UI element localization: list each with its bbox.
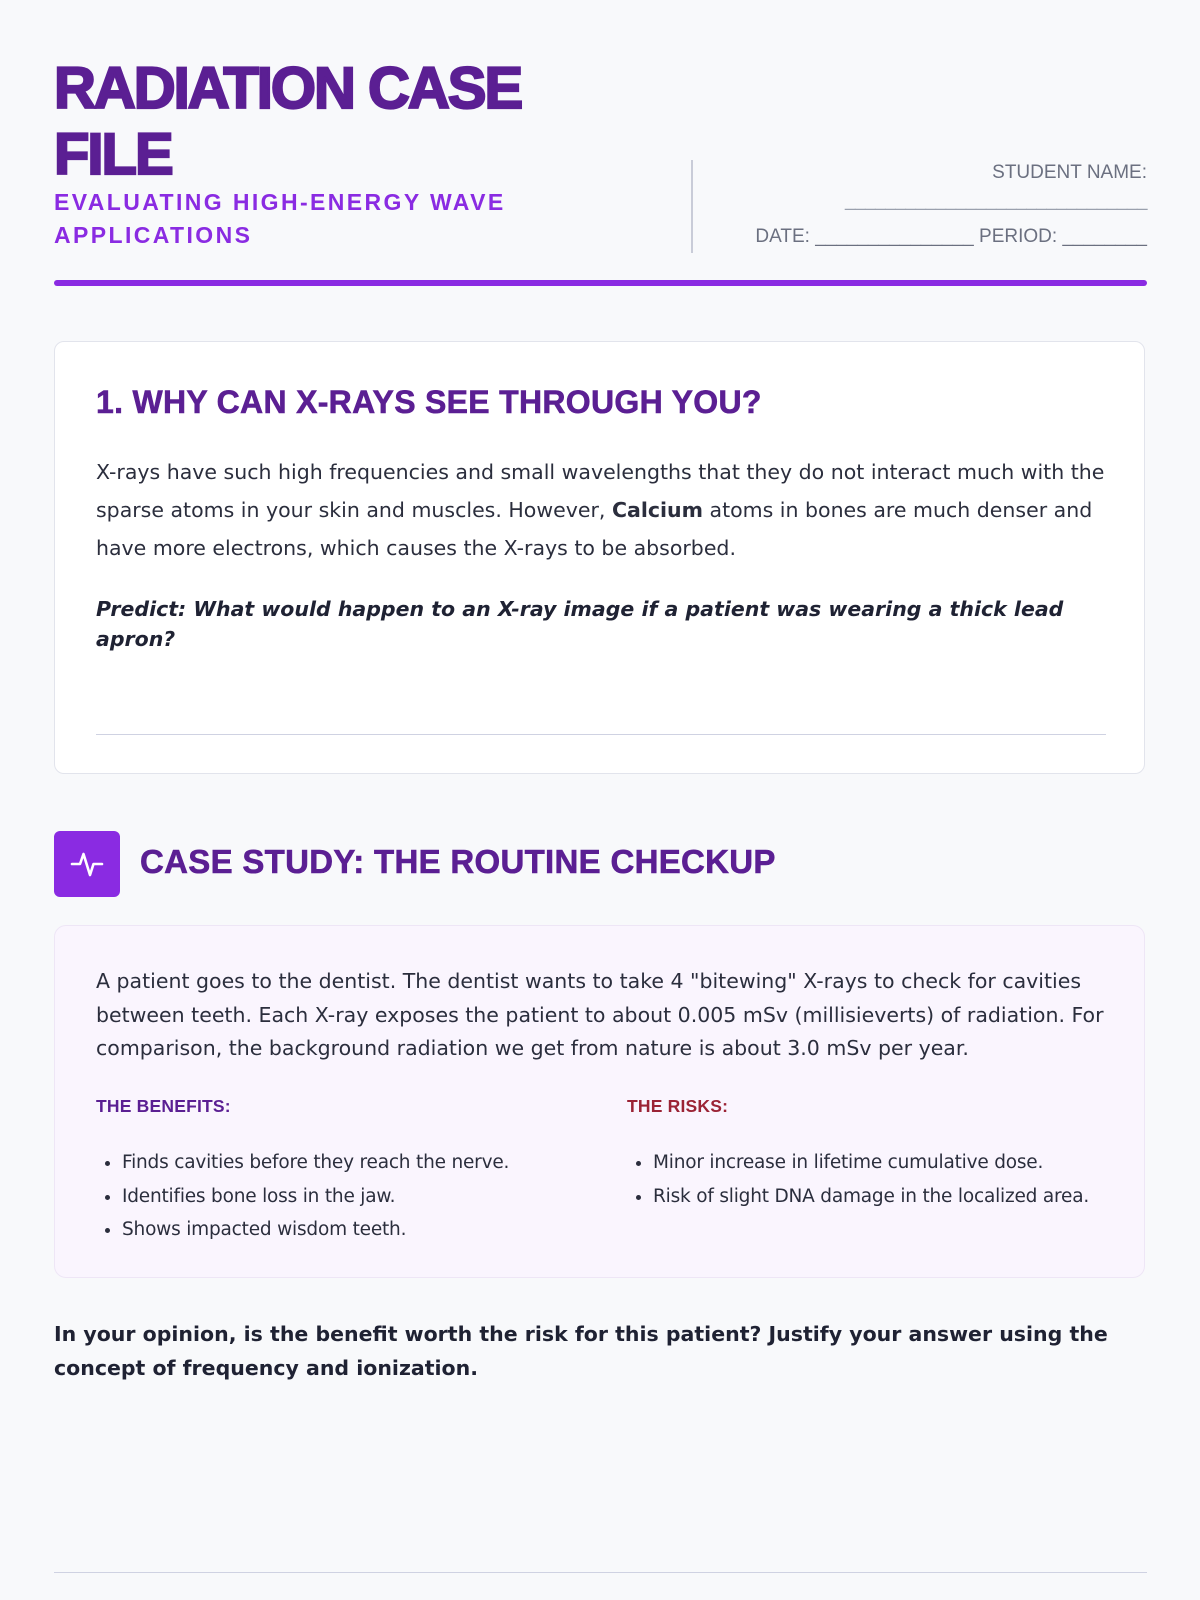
page-title: RADIATION CASE FILE [54, 56, 522, 187]
benefit-item: • Shows impacted wisdom teeth. [122, 1213, 576, 1247]
case-study-card [54, 925, 1145, 1278]
period-label: PERIOD: [979, 226, 1058, 247]
student-name-field[interactable]: ______________________________ [844, 190, 1147, 211]
date-field[interactable]: _______________ [815, 226, 974, 247]
risk-item: • Minor increase in lifetime cumulative dose. [653, 1146, 1107, 1180]
student-info [727, 160, 1147, 248]
risks-heading: THE RISKS: [627, 1096, 729, 1116]
benefit-item: • Identifies bone loss in the jaw. [122, 1180, 576, 1214]
opinion-question: In your opinion, is the benefit worth the risk for this patient? Justify your answer using the concept of frequency and ionization. [54, 1322, 1108, 1380]
case-study-intro: A patient goes to the dentist. The dentist wants to take 4 "bitewing" X-rays to check for cavities between teeth. Each X-ray exposes the patient to about 0.005 mSv (millisieverts) of radiation. For comparison, the background radiation we get from nature is about 3.0 mSv per year. [96, 969, 1104, 1060]
page-header [54, 0, 1147, 287]
student-name-label: STUDENT NAME: [992, 162, 1147, 183]
body-bold-term: Calcium [611, 498, 703, 522]
predict-question: Predict: What would happen to an X-ray image if a patient was wearing a thick lead apron? [96, 597, 1064, 651]
case-study-header [54, 831, 954, 897]
worksheet-page [54, 0, 1147, 1380]
body-text: atoms in bones are much denser and have more electrons, which causes the X-rays to be absorbed. [96, 498, 1093, 560]
risks-list [627, 1146, 1107, 1213]
risks-column [627, 1096, 1107, 1213]
case-study-title: CASE STUDY: THE ROUTINE CHECKUP [140, 843, 776, 880]
section-xray-card [54, 341, 1145, 774]
header-divider [691, 160, 693, 253]
benefit-item: • Finds cavities before they reach the nerve. [122, 1146, 576, 1180]
date-label: DATE: [755, 226, 810, 247]
pulse-icon [54, 831, 120, 897]
benefits-heading: THE BENEFITS: [96, 1096, 231, 1116]
risk-item: • Risk of slight DNA damage in the localized area. [653, 1180, 1107, 1214]
page-subtitle: EVALUATING HIGH-ENERGY WAVE APPLICATIONS [54, 189, 506, 248]
period-field[interactable]: ________ [1062, 226, 1147, 247]
benefits-list [96, 1146, 576, 1247]
header-rule [54, 280, 1147, 286]
section-body [96, 453, 1106, 567]
benefits-column [96, 1096, 576, 1247]
answer-line[interactable] [54, 1572, 1147, 1573]
body-text: X-rays have such high frequencies and small wavelengths that they do not interact much with the sparse atoms in your skin and muscles. However, [96, 460, 1105, 522]
section-heading: 1. WHY CAN X-RAYS SEE THROUGH YOU? [96, 384, 762, 420]
answer-line[interactable] [96, 734, 1106, 735]
